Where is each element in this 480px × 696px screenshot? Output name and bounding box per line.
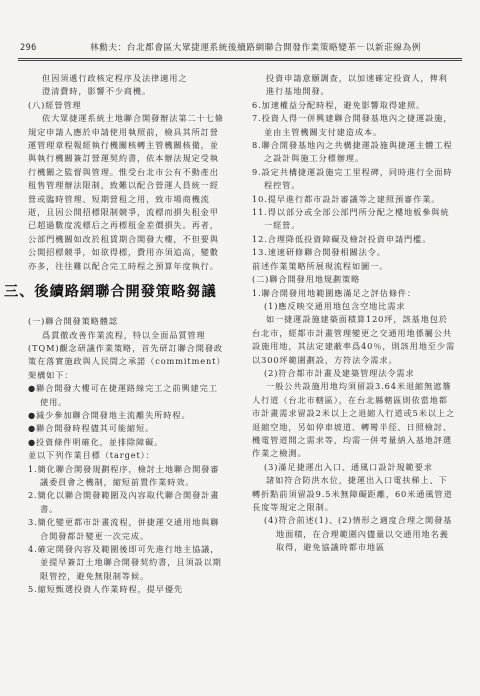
paragraph: 11.得以部分或全部公部門所分配之樓地板參與統一經營。 [252,207,450,231]
paragraph: 澄清費時，影響不少商機。 [42,86,152,97]
paragraph: 一般公共設施用地均須留設3.64米退縮無遮簷人行道（台北市轄區），在台北縣轄區則依當地都市計畫需求留設2米以上之退縮人行道或5米以上之退縮空地，另如停車坡道、轉彎半徑、日照檢討、機電管道開之需求等，均需一併考量納入基地評選作業之檢測。 [252,381,456,459]
page-header [20,40,460,56]
paragraph: (1)應反映交通用地包含空地比需求 [264,300,406,311]
paragraph: (八)經營管理 [28,99,82,110]
paragraph: 10.提早進行都市設計審議等之建照預審作業。 [252,193,441,204]
paragraph: (4)符合前述(1)、(2)情形之適度合理之開發基地面積，在合理範圍內儘量以交通用地名義取得，避免協議時都市地區 [264,515,453,553]
paragraph: (一)聯合開發策略體認 [28,316,118,327]
paragraph: (二)聯合開發用地規劃策略 [252,274,361,285]
paragraph: 6.加速權益分配時程，避免影響取得建照。 [252,99,426,110]
paragraph: 1.簡化聯合開發規劃程序，檢討土地聯合開發審議委員會之機制，縮短前置作業時效。 [28,463,220,487]
paragraph: 4.確定開發內容及範圍後即可先進行地主協議，並提早簽訂土地聯合開發契約書，且須設以期限管控，避免無限制等候。 [28,544,222,581]
paragraph: 投資申請意願調查，以加速確定投資人，俾利進行基地開發。 [266,73,448,97]
paragraph: 2.簡化以聯合開發範圍及內容取代聯合開發計畫書。 [28,490,220,514]
paragraph: 9.設定共構捷運設施完工里程碑，同時進行全面時程控管。 [252,166,453,191]
paragraph: (3)滿足捷運出入口、通風口設計規範要求 [264,461,433,472]
right-column [252,72,456,555]
paragraph: 爲貫徹改善作業流程，特以全面品質管理(TQM)觀念研議作業策略，首先研訂聯合開發政策在落實施政與人民間之承諾（commitment）架構如下： [28,329,224,380]
header-rule [18,58,462,61]
section-heading: 三、後續路網聯合開發策略芻議 [4,284,217,301]
paragraph: 但因須遞行政核定程序及法律適用之 [42,73,188,83]
paragraph: ●投資條件明確化，並排除障礙。 [28,436,164,447]
left-column-lower [28,315,224,597]
paragraph: ●減少參加聯合開發地主流離失所時程。 [28,409,191,420]
paragraph: 1.聯合開發用地範圍應滿足之評估條件： [252,287,417,298]
paragraph: 前述作業策略所展現流程如圖一。 [252,260,389,271]
paragraph: 12.合理降低投資障礙及檢討投資申請門檻。 [252,233,432,244]
paragraph: 並以下列作業目標（target）： [28,450,155,461]
paragraph: 如一捷運設施建築面積算120坪，該基地包於台北市，經都市計畫管理變更之交通用地係屬公共設施用地，其法定建蔽率爲40％，則該用地至少需以300坪範圍劃設，方符法令需求。 [252,314,456,365]
paragraph: 5.縮短甄選投資人作業時程，提早優先 [28,584,184,595]
paragraph: ●聯合開發時程儘其可能縮短。 [28,423,155,434]
left-column-upper [28,72,224,273]
right-column-text [252,72,456,555]
left-column [4,72,224,597]
paragraph: 依大眾捷運系統土地聯合開發辦法第二十七條規定申請人應於申請使用執照前，檢具其所訂營運管理章程報經執行機關核轉主管機關核備，並與執行機關簽訂營運契約書，依本辦法規定受執行機關之監督與管理。惟受台北市公有不動產出租售管理辦法限制，致難以配合營運人員統一經營或臨時管理、短期營租之用，致市場商機流逝，且因公開招標限制競爭，流標而損失租金甲已超過數度流標后之再標租金差價損失。再者，公部門機關如改於租賃期合開發大樓，不但要與公開招標競爭，如欲得標，費用亦須追高，變數亦多，往往難以配合完工時程之預算年度執行。 [28,113,224,271]
paragraph: ●聯合開發大樓可在捷運路線完工之前興建完工使用。 [28,383,218,407]
paragraph: 7.投資人得一併興建聯合開發基地內之捷運設施，並由主管機關支付建造成本。 [252,113,453,137]
running-title: 林勳夫：台北都會區大眾捷運系統後續路網聯合開發作業策略變革－以新莊線為例 [90,43,421,53]
page-number: 296 [20,43,37,53]
paragraph: 諸如符合防洪水位，捷運出入口電扶梯上、下轉折點前須留設9.5米無障礙距離，60米通風管道長度等規定之限制。 [252,475,453,512]
paragraph: (2)符合都市計畫及建築管理法令需求 [264,367,415,378]
paragraph: 8.聯合開發基地內之共構捷運設施與捷運主體工程之設計與施工分標辦理。 [252,140,453,164]
paragraph: 13.速速研修聯合開發相關法令。 [252,247,386,258]
paragraph: 3.簡化變更都市計畫流程，併捷運交通用地與聯合開發都計變更一次完成。 [28,517,220,541]
